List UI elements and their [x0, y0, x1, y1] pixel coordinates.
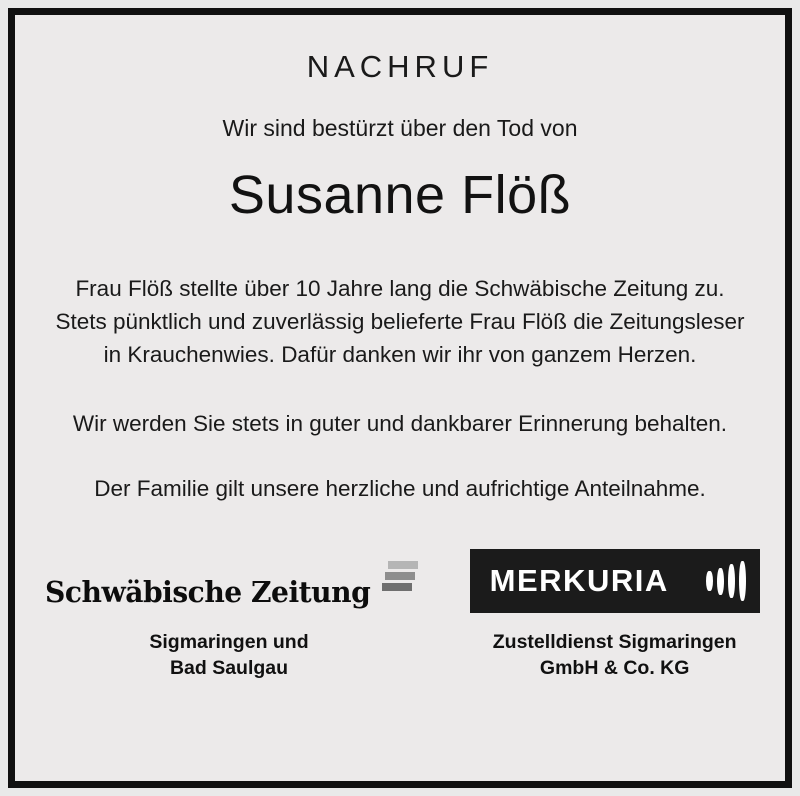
merkuria-logo	[470, 549, 760, 613]
page-title: NACHRUF	[306, 49, 494, 84]
notice-border	[8, 8, 792, 788]
schwaebische-zeitung-caption	[149, 629, 308, 681]
notice-subtitle: Wir sind bestürzt über den Tod von	[222, 115, 578, 141]
schwaebische-zeitung-caption-line-1: Sigmaringen und	[149, 631, 309, 653]
merkuria-wordmark: MERKURIA	[489, 563, 669, 598]
schwaebische-zeitung-caption-line-2: Bad Saulgau	[169, 657, 289, 679]
stacked-bars-icon	[382, 561, 418, 601]
notice-paragraph-1: Frau Flöß stellte über 10 Jahre lang die Schwäbische Zeitung zu. Stets pünktlich und zuverlässig belieferte Frau Flöß die Zeitungsleser in Krauchenwies. Dafür danken wir ihr von ganzem Herzen.	[55, 276, 745, 367]
speed-bars-icon	[706, 561, 746, 601]
notice-paragraph-2: Wir werden Sie stets in guter und dankbarer Erinnerung behalten.	[72, 411, 728, 436]
schwaebische-zeitung-block	[40, 549, 417, 681]
merkuria-caption-line-2: GmbH & Co. KG	[539, 657, 690, 679]
schwaebische-zeitung-wordmark: Schwäbische Zeitung	[45, 575, 371, 609]
notice-content	[15, 15, 785, 781]
logo-row	[45, 549, 755, 681]
merkuria-caption	[493, 629, 737, 681]
merkuria-block	[470, 549, 760, 681]
merkuria-caption-line-1: Zustelldienst Sigmaringen	[492, 631, 737, 653]
deceased-name: Susanne Flöß	[228, 165, 572, 225]
schwaebische-zeitung-logo	[40, 549, 417, 613]
notice-paragraph-3: Der Familie gilt unsere herzliche und aufrichtige Anteilnahme.	[94, 476, 706, 501]
